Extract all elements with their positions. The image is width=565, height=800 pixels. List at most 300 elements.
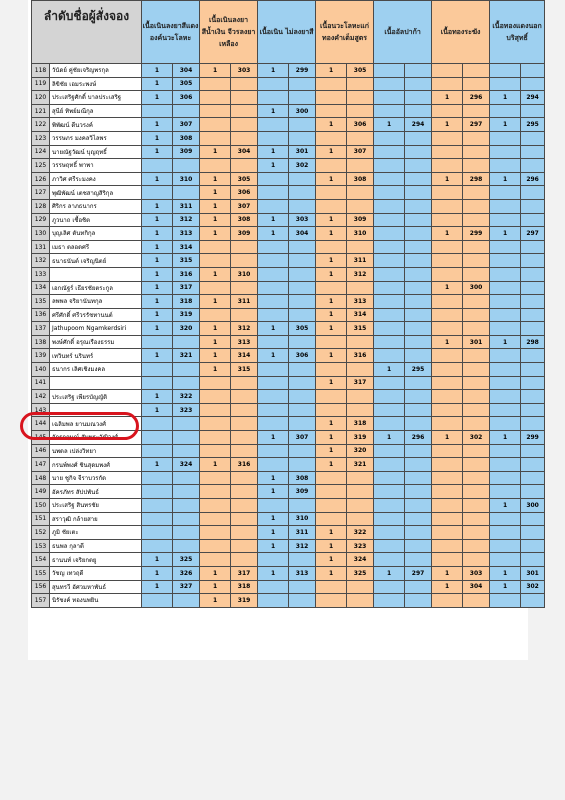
serial-cell: 294 [405,118,432,132]
qty-cell: 1 [316,458,347,472]
serial-cell: 297 [463,118,490,132]
orderer-name: เทวินทร์ นรินทร์ [50,349,142,363]
row-number: 128 [32,199,50,213]
orderer-name: ภูวนาถ เชื้อชิต [50,213,142,227]
qty-cell [316,580,347,594]
row-number: 136 [32,308,50,322]
qty-cell [200,91,231,105]
qty-cell: 1 [258,526,289,540]
orderer-name [50,376,142,390]
serial-cell [405,485,432,499]
serial-cell [463,594,490,608]
serial-cell [173,485,200,499]
qty-cell [200,77,231,91]
serial-cell: 322 [173,390,200,404]
orderer-name: จักรกฤษณ์ สัมพระวัฒิวงศ์ [50,431,142,445]
qty-cell [374,172,405,186]
serial-cell [231,471,258,485]
qty-cell [432,308,463,322]
qty-cell [490,199,521,213]
serial-cell [463,444,490,458]
qty-cell [432,199,463,213]
serial-cell [173,186,200,200]
serial-cell: 301 [289,145,316,159]
orderer-name: ธนาธนันต์ เจริญนิตย์ [50,254,142,268]
qty-cell [316,390,347,404]
serial-cell [231,417,258,431]
serial-cell: 308 [347,172,374,186]
serial-cell: 307 [347,145,374,159]
serial-cell [521,295,545,309]
serial-cell [347,335,374,349]
serial-cell [405,145,432,159]
row-number: 156 [32,580,50,594]
qty-cell: 1 [142,145,173,159]
qty-cell [200,376,231,390]
serial-cell [405,227,432,241]
serial-cell [463,77,490,91]
table-row [32,199,545,213]
orderer-name: นิรัชงค์ ทองนพยิน [50,594,142,608]
serial-cell: 317 [347,376,374,390]
table-row [32,403,545,417]
qty-cell [374,295,405,309]
serial-cell [173,499,200,513]
qty-cell [258,499,289,513]
qty-cell [432,376,463,390]
serial-cell [463,267,490,281]
qty-cell [432,349,463,363]
serial-cell [521,390,545,404]
serial-cell: 300 [521,499,545,513]
serial-cell [173,512,200,526]
row-number: 141 [32,376,50,390]
qty-cell [258,254,289,268]
table-row [32,172,545,186]
qty-cell [432,539,463,553]
qty-cell [258,376,289,390]
serial-cell [521,322,545,336]
qty-cell: 1 [490,499,521,513]
row-number: 135 [32,295,50,309]
qty-cell [432,485,463,499]
serial-cell: 314 [347,308,374,322]
qty-cell [490,417,521,431]
orderer-name: พงษ์ศักดิ์ อรุณเรืองธรรม [50,335,142,349]
qty-cell [490,267,521,281]
serial-cell [173,376,200,390]
qty-cell [258,390,289,404]
qty-cell: 1 [258,539,289,553]
serial-cell [289,499,316,513]
table-row [32,390,545,404]
qty-cell: 1 [316,172,347,186]
serial-cell [521,199,545,213]
table-row [32,131,545,145]
serial-cell: 300 [463,281,490,295]
qty-cell [200,131,231,145]
row-number: 155 [32,566,50,580]
qty-cell [142,431,173,445]
orderer-name: ธานนท์ เจริยกตยู [50,553,142,567]
row-number: 126 [32,172,50,186]
table-row [32,485,545,499]
serial-cell: 300 [289,104,316,118]
row-number: 140 [32,363,50,377]
qty-cell [432,417,463,431]
qty-cell: 1 [200,145,231,159]
serial-cell [347,281,374,295]
table-row [32,363,545,377]
qty-cell [142,335,173,349]
orderer-name: เมธา ตลอดศรี [50,240,142,254]
serial-cell: 325 [347,566,374,580]
serial-cell [521,403,545,417]
row-number: 124 [32,145,50,159]
qty-cell [490,77,521,91]
serial-cell: 309 [173,145,200,159]
serial-cell [405,499,432,513]
qty-cell [142,512,173,526]
qty-cell [142,417,173,431]
table-row [32,417,545,431]
qty-cell [374,485,405,499]
qty-cell: 1 [374,363,405,377]
qty-cell: 1 [316,118,347,132]
orderer-name: วรรษฤทธิ์ พาพา [50,159,142,173]
qty-cell: 1 [200,349,231,363]
serial-cell: 299 [521,431,545,445]
table-row [32,281,545,295]
serial-cell [289,295,316,309]
qty-cell [490,308,521,322]
serial-cell [405,594,432,608]
qty-cell: 1 [258,159,289,173]
serial-cell [521,308,545,322]
qty-cell [200,104,231,118]
qty-cell: 1 [200,363,231,377]
qty-cell: 1 [142,131,173,145]
serial-cell [521,104,545,118]
serial-cell: 312 [289,539,316,553]
qty-cell: 1 [142,403,173,417]
qty-cell [200,308,231,322]
serial-cell: 310 [289,512,316,526]
qty-cell [490,444,521,458]
serial-cell [289,118,316,132]
qty-cell [142,594,173,608]
header-bell-brass: เนื้อทองระฆัง [432,1,490,64]
qty-cell [374,539,405,553]
row-number: 152 [32,526,50,540]
qty-cell: 1 [490,91,521,105]
serial-cell [231,254,258,268]
serial-cell [463,458,490,472]
qty-cell: 1 [142,64,173,78]
row-number: 130 [32,227,50,241]
qty-cell [200,417,231,431]
serial-cell: 307 [173,118,200,132]
orderer-name: สุนีย์ ทิพย์มณีกุล [50,104,142,118]
serial-cell [347,471,374,485]
row-number: 121 [32,104,50,118]
serial-cell: 321 [347,458,374,472]
serial-cell [405,417,432,431]
qty-cell: 1 [374,118,405,132]
qty-cell [374,199,405,213]
table-row [32,594,545,608]
serial-cell: 301 [521,566,545,580]
serial-cell: 299 [289,64,316,78]
serial-cell [463,295,490,309]
serial-cell: 324 [347,553,374,567]
row-number: 148 [32,471,50,485]
serial-cell [231,376,258,390]
qty-cell: 1 [432,431,463,445]
serial-cell [231,390,258,404]
qty-cell [374,308,405,322]
qty-cell [200,390,231,404]
qty-cell: 1 [200,267,231,281]
qty-cell [258,295,289,309]
serial-cell [405,471,432,485]
serial-cell [405,295,432,309]
qty-cell: 1 [258,322,289,336]
header-row [32,1,545,64]
serial-cell [405,322,432,336]
serial-cell [347,131,374,145]
qty-cell: 1 [258,512,289,526]
qty-cell [316,485,347,499]
orderer-name: ภูมิ ชัยเตะ [50,526,142,540]
orderer-name: พุฒิพัฒน์ เตชสาญสิริกุล [50,186,142,200]
qty-cell [432,104,463,118]
serial-cell [231,159,258,173]
serial-cell: 324 [173,458,200,472]
qty-cell [374,104,405,118]
serial-cell [463,512,490,526]
serial-cell [173,471,200,485]
qty-cell: 1 [142,566,173,580]
serial-cell: 303 [463,566,490,580]
table-row [32,349,545,363]
qty-cell [258,580,289,594]
qty-cell: 1 [142,553,173,567]
orderer-name: นายณัฐวัฒน์ บุญฤทธิ์ [50,145,142,159]
serial-cell [173,335,200,349]
serial-cell [289,444,316,458]
serial-cell: 325 [173,553,200,567]
serial-cell [521,471,545,485]
table-row [32,526,545,540]
serial-cell [231,240,258,254]
serial-cell [521,594,545,608]
qty-cell: 1 [142,227,173,241]
serial-cell: 298 [463,172,490,186]
serial-cell: 313 [173,227,200,241]
serial-cell [521,145,545,159]
row-number: 151 [32,512,50,526]
qty-cell: 1 [200,172,231,186]
serial-cell [521,349,545,363]
qty-cell: 1 [142,308,173,322]
orderer-name: นาย ชูกิจ จีราบวรกัด [50,471,142,485]
qty-cell [374,444,405,458]
serial-cell [521,281,545,295]
qty-cell: 1 [490,335,521,349]
qty-cell [374,267,405,281]
qty-cell: 1 [432,335,463,349]
serial-cell: 320 [173,322,200,336]
serial-cell [405,213,432,227]
qty-cell [432,159,463,173]
serial-cell: 315 [347,322,374,336]
row-number: 123 [32,131,50,145]
qty-cell: 1 [258,566,289,580]
qty-cell [200,403,231,417]
qty-cell [142,499,173,513]
qty-cell: 1 [142,199,173,213]
qty-cell: 1 [200,199,231,213]
serial-cell [521,376,545,390]
serial-cell [405,539,432,553]
serial-cell: 305 [347,64,374,78]
serial-cell [463,485,490,499]
qty-cell [490,295,521,309]
qty-cell [432,553,463,567]
qty-cell [316,363,347,377]
qty-cell [490,159,521,173]
qty-cell [374,227,405,241]
serial-cell [405,172,432,186]
qty-cell: 1 [200,335,231,349]
serial-cell [231,485,258,499]
serial-cell [405,104,432,118]
serial-cell: 311 [231,295,258,309]
serial-cell [405,390,432,404]
serial-cell: 296 [405,431,432,445]
table-row [32,376,545,390]
qty-cell [200,118,231,132]
serial-cell: 299 [463,227,490,241]
serial-cell [231,499,258,513]
serial-cell [347,77,374,91]
serial-cell: 323 [347,539,374,553]
qty-cell: 1 [200,64,231,78]
serial-cell [347,199,374,213]
qty-cell [316,91,347,105]
qty-cell [432,267,463,281]
qty-cell [374,145,405,159]
serial-cell [463,403,490,417]
orderer-name: นพดล เปล่งวิทยา [50,444,142,458]
table-row [32,295,545,309]
qty-cell [432,594,463,608]
row-number: 154 [32,553,50,567]
table-row [32,64,545,78]
row-number: 118 [32,64,50,78]
qty-cell [432,526,463,540]
serial-cell [463,322,490,336]
orderer-name: ธนากร เลิศเชิงมงคล [50,363,142,377]
qty-cell [200,444,231,458]
qty-cell [432,363,463,377]
qty-cell [374,471,405,485]
serial-cell [347,499,374,513]
order-table [31,0,545,608]
serial-cell: 309 [231,227,258,241]
qty-cell [490,539,521,553]
serial-cell: 310 [173,172,200,186]
qty-cell: 1 [258,145,289,159]
serial-cell: 316 [173,267,200,281]
qty-cell [142,186,173,200]
serial-cell [347,594,374,608]
serial-cell: 294 [521,91,545,105]
table-row [32,335,545,349]
qty-cell [200,240,231,254]
serial-cell [463,131,490,145]
serial-cell: 316 [347,349,374,363]
serial-cell [463,159,490,173]
serial-cell [521,444,545,458]
table-row [32,431,545,445]
qty-cell [490,64,521,78]
qty-cell [200,431,231,445]
qty-cell [374,240,405,254]
header-nawa-gold: เนื้อนวะโลหะแก่ทองคำเต็มสูตร [316,1,374,64]
qty-cell: 1 [316,539,347,553]
serial-cell [289,580,316,594]
table-row [32,145,545,159]
serial-cell: 296 [521,172,545,186]
serial-cell [231,431,258,445]
header-blue-enamel: เนื้อเนินลงยาสีน้ำเงิน จีวรลงยาเหลือง [200,1,258,64]
qty-cell [142,539,173,553]
qty-cell: 1 [316,417,347,431]
qty-cell [374,281,405,295]
qty-cell: 1 [316,431,347,445]
serial-cell: 313 [231,335,258,349]
table-row [32,308,545,322]
qty-cell [258,118,289,132]
qty-cell [490,131,521,145]
serial-cell [405,349,432,363]
serial-cell: 315 [231,363,258,377]
qty-cell [490,349,521,363]
serial-cell: 306 [289,349,316,363]
table-row [32,566,545,580]
qty-cell [258,403,289,417]
table-row [32,471,545,485]
serial-cell: 314 [231,349,258,363]
orderer-name: สุนทรวี อัศวมหาพันธ์ [50,580,142,594]
serial-cell: 312 [173,213,200,227]
serial-cell: 318 [347,417,374,431]
serial-cell [521,553,545,567]
qty-cell [316,186,347,200]
serial-cell [463,539,490,553]
qty-cell [200,499,231,513]
orderer-name: กรนพ์พงศ์ ชินสุดมพงศ์ [50,458,142,472]
serial-cell [173,159,200,173]
serial-cell [521,539,545,553]
serial-cell: 317 [231,566,258,580]
orderer-name: ลพพล จริยานันทกุล [50,295,142,309]
qty-cell: 1 [316,349,347,363]
qty-cell [432,512,463,526]
qty-cell: 1 [316,227,347,241]
